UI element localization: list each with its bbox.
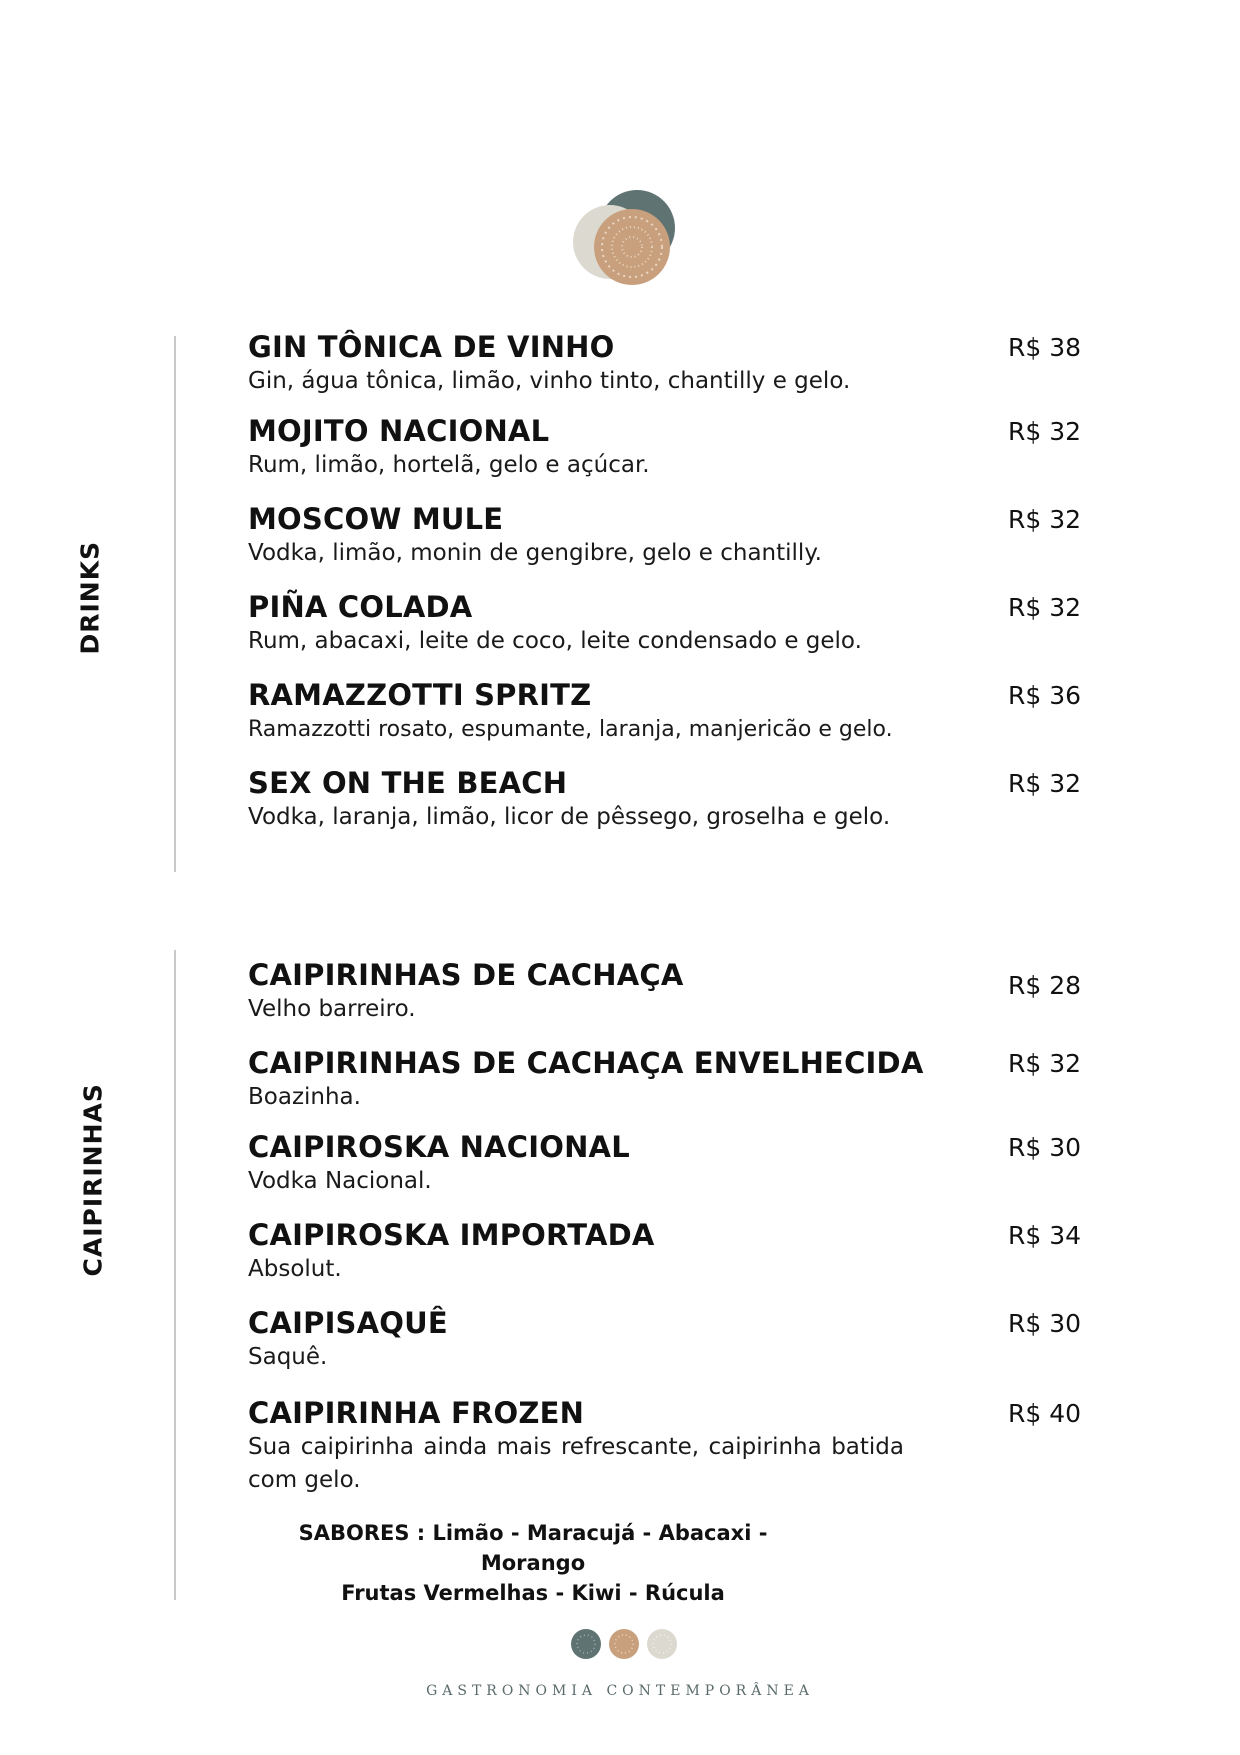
footer-logo <box>570 1628 680 1660</box>
caipirinhas-divider-line <box>174 950 176 1600</box>
item-name: RAMAZZOTTI SPRITZ <box>248 678 592 712</box>
item-description: Saquê. <box>248 1344 328 1370</box>
three-dots-logo-icon <box>570 1628 680 1660</box>
menu-item-caipisaque <box>248 1305 1082 1374</box>
flavors-line-1: SABORES : Limão - Maracujá - Abacaxi - Morango <box>298 1521 768 1575</box>
item-description: Velho barreiro. <box>248 996 416 1022</box>
item-description: Ramazzotti rosato, espumante, laranja, manjericão e gelo. <box>248 717 893 742</box>
item-price: R$ 32 <box>1008 505 1082 534</box>
item-name: MOJITO NACIONAL <box>248 414 550 448</box>
item-price: R$ 30 <box>1008 1133 1082 1162</box>
item-price: R$ 38 <box>1008 333 1082 362</box>
item-name: CAIPISAQUÊ <box>248 1306 448 1340</box>
menu-item-pina-colada <box>248 589 1082 658</box>
item-price: R$ 32 <box>1008 417 1082 446</box>
menu-item-caipiroska-nacional <box>248 1129 1082 1198</box>
section-label-drinks: DRINKS <box>75 540 105 655</box>
menu-item-mojito <box>248 413 1082 482</box>
item-description: Rum, abacaxi, leite de coco, leite condensado e gelo. <box>248 628 862 654</box>
item-name: CAIPIRINHA FROZEN <box>248 1396 585 1430</box>
item-name: SEX ON THE BEACH <box>248 766 568 800</box>
menu-item-caipiroska-importada <box>248 1217 1082 1286</box>
flavors-note <box>248 1518 818 1608</box>
item-price: R$ 32 <box>1008 1049 1082 1078</box>
menu-item-gin-tonica <box>248 329 1082 398</box>
item-description: Sua caipirinha ainda mais refrescante, caipirinha batida com gelo. <box>248 1434 904 1493</box>
item-price: R$ 32 <box>1008 593 1082 622</box>
menu-item-ramazzotti-spritz <box>248 677 1082 746</box>
item-price: R$ 28 <box>1008 971 1082 1000</box>
drinks-divider-line <box>174 336 176 872</box>
item-price: R$ 32 <box>1008 769 1082 798</box>
three-circles-logo-icon <box>568 184 686 294</box>
item-description: Gin, água tônica, limão, vinho tinto, chantilly e gelo. <box>248 368 851 394</box>
item-name: CAIPIROSKA IMPORTADA <box>248 1218 655 1252</box>
item-description: Vodka, limão, monin de gengibre, gelo e chantilly. <box>248 540 822 566</box>
item-price: R$ 36 <box>1008 681 1082 710</box>
item-price: R$ 34 <box>1008 1221 1082 1250</box>
item-name: PIÑA COLADA <box>248 590 473 624</box>
item-description: Absolut. <box>248 1256 342 1282</box>
item-description: Rum, limão, hortelã, gelo e açúcar. <box>248 452 650 478</box>
item-name: MOSCOW MULE <box>248 502 504 536</box>
menu-item-caipirinha-cachaca <box>248 957 1082 1026</box>
menu-item-caipirinha-envelhecida <box>248 1045 1082 1114</box>
menu-item-sex-on-the-beach <box>248 765 1082 834</box>
item-price: R$ 30 <box>1008 1309 1082 1338</box>
item-name: CAIPIROSKA NACIONAL <box>248 1130 630 1164</box>
item-description: Boazinha. <box>248 1084 361 1110</box>
flavors-line-2: Frutas Vermelhas - Kiwi - Rúcula <box>341 1581 725 1605</box>
item-name: GIN TÔNICA DE VINHO <box>248 330 615 364</box>
menu-item-moscow-mule <box>248 501 1082 570</box>
item-price: R$ 40 <box>1008 1399 1082 1428</box>
footer-tagline: GASTRONOMIA CONTEMPORÂNEA <box>426 1683 814 1699</box>
menu-item-caipirinha-frozen <box>248 1395 1082 1497</box>
item-name: CAIPIRINHAS DE CACHAÇA <box>248 958 684 992</box>
section-label-caipirinhas: CAIPIRINHAS <box>78 1083 108 1277</box>
item-description: Vodka Nacional. <box>248 1168 432 1194</box>
item-description: Vodka, laranja, limão, licor de pêssego, groselha e gelo. <box>248 804 891 830</box>
brand-logo <box>568 184 686 294</box>
item-name: CAIPIRINHAS DE CACHAÇA ENVELHECIDA <box>248 1046 924 1080</box>
